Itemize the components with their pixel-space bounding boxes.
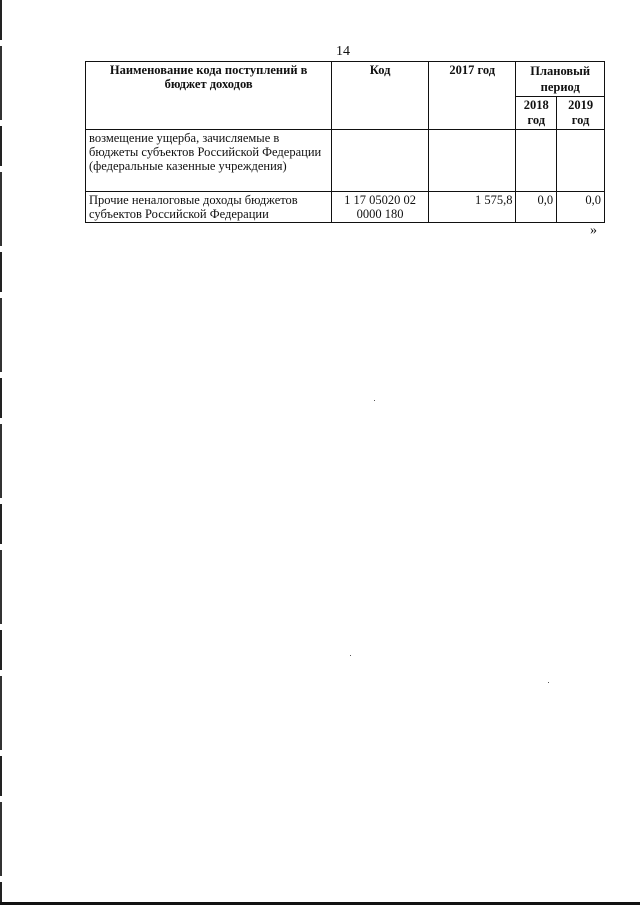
header-planned-period: Плановый период <box>516 62 605 97</box>
scan-speck <box>374 400 375 401</box>
row-2018 <box>516 130 557 192</box>
table-header-row <box>86 62 605 97</box>
header-name: Наименование кода поступлений в бюджет доходов <box>86 62 332 130</box>
revenue-table <box>85 61 605 223</box>
row-name: возмещение ущерба, зачисляемые в бюджеты субъектов Российской Федерации (федеральные казенные учреждения) <box>86 130 332 192</box>
row-2017: 1 575,8 <box>428 192 516 223</box>
row-2017 <box>428 130 516 192</box>
closing-quote: » <box>590 223 597 238</box>
scan-speck <box>548 682 549 683</box>
table-row <box>86 130 605 192</box>
page-number: 14 <box>336 44 350 59</box>
row-code <box>332 130 429 192</box>
header-year-2018: 2018 год <box>516 97 557 130</box>
table-row <box>86 192 605 223</box>
row-2018: 0,0 <box>516 192 557 223</box>
header-year-2019: 2019 год <box>557 97 605 130</box>
scan-edge-left <box>0 0 2 905</box>
row-name: Прочие неналоговые доходы бюджетов субъектов Российской Федерации <box>86 192 332 223</box>
row-2019 <box>557 130 605 192</box>
scan-speck <box>350 655 351 656</box>
header-code: Код <box>332 62 429 130</box>
header-year-2017: 2017 год <box>428 62 516 130</box>
row-2019: 0,0 <box>557 192 605 223</box>
row-code: 1 17 05020 02 0000 180 <box>332 192 429 223</box>
